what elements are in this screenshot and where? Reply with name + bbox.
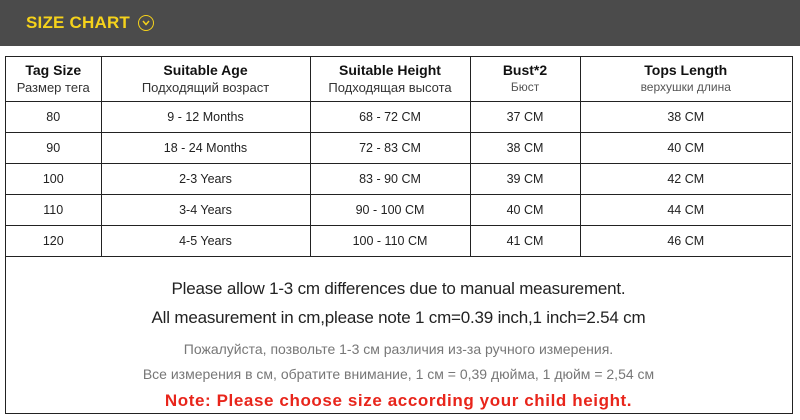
header-tops-length [580, 57, 791, 102]
cell-age: 9 - 12 Months [101, 102, 310, 133]
cell-tops-length: 46 CM [580, 226, 791, 257]
table-row [6, 226, 791, 257]
header-suitable-height [310, 57, 470, 102]
cell-height: 90 - 100 CM [310, 195, 470, 226]
cell-bust: 38 CM [470, 133, 580, 164]
header-label-ru: верхушки длина [640, 80, 731, 94]
header-label-ru: Бюст [510, 80, 540, 94]
cell-age: 18 - 24 Months [101, 133, 310, 164]
header-label: Tag Size [25, 62, 82, 78]
note-choose-size-warning: Note: Please choose size according your child height. [164, 391, 633, 410]
header-label: Suitable Age [163, 62, 248, 78]
cell-bust: 37 CM [470, 102, 580, 133]
cell-age: 2-3 Years [101, 164, 310, 195]
header-label-ru: Размер тега [16, 80, 90, 95]
cell-tops-length: 44 CM [580, 195, 791, 226]
table-row [6, 133, 791, 164]
cell-tag-size: 120 [6, 226, 101, 257]
size-table [6, 57, 791, 257]
cell-height: 68 - 72 CM [310, 102, 470, 133]
table-header-row [6, 57, 791, 102]
note-tolerance-ru: Пожалуйста, позвольте 1-3 см различия из-за ручного измерения. [183, 341, 614, 357]
cell-tag-size: 100 [6, 164, 101, 195]
cell-tops-length: 38 CM [580, 102, 791, 133]
header-bust [470, 57, 580, 102]
note-conversion-en: All measurement in cm,please note 1 cm=0.39 inch,1 inch=2.54 cm [151, 308, 646, 327]
cell-tag-size: 110 [6, 195, 101, 226]
header-label: Tops Length [644, 62, 728, 78]
header-label: Suitable Height [339, 62, 441, 78]
header-tag-size [6, 57, 101, 102]
note-conversion-ru: Все измерения в см, обратите внимание, 1 см = 0,39 дюйма, 1 дюйм = 2,54 см [142, 366, 655, 382]
size-chart-banner [0, 0, 800, 46]
cell-tag-size: 80 [6, 102, 101, 133]
header-suitable-age [101, 57, 310, 102]
table-row [6, 195, 791, 226]
cell-height: 83 - 90 CM [310, 164, 470, 195]
chevron-down-circle-icon [138, 15, 154, 31]
cell-age: 3-4 Years [101, 195, 310, 226]
cell-bust: 40 CM [470, 195, 580, 226]
size-chart-sheet [5, 56, 793, 414]
table-row [6, 164, 791, 195]
cell-bust: 39 CM [470, 164, 580, 195]
banner-title: SIZE CHART [26, 13, 130, 32]
cell-bust: 41 CM [470, 226, 580, 257]
measurement-notes [6, 262, 791, 411]
header-label-ru: Подходящий возраст [141, 80, 270, 95]
cell-tops-length: 42 CM [580, 164, 791, 195]
header-label-ru: Подходящая высота [328, 80, 452, 95]
table-row [6, 102, 791, 133]
cell-tag-size: 90 [6, 133, 101, 164]
note-tolerance-en: Please allow 1-3 cm differences due to manual measurement. [171, 279, 626, 298]
cell-height: 100 - 110 CM [310, 226, 470, 257]
cell-tops-length: 40 CM [580, 133, 791, 164]
header-label: Bust*2 [502, 62, 548, 78]
cell-age: 4-5 Years [101, 226, 310, 257]
cell-height: 72 - 83 CM [310, 133, 470, 164]
